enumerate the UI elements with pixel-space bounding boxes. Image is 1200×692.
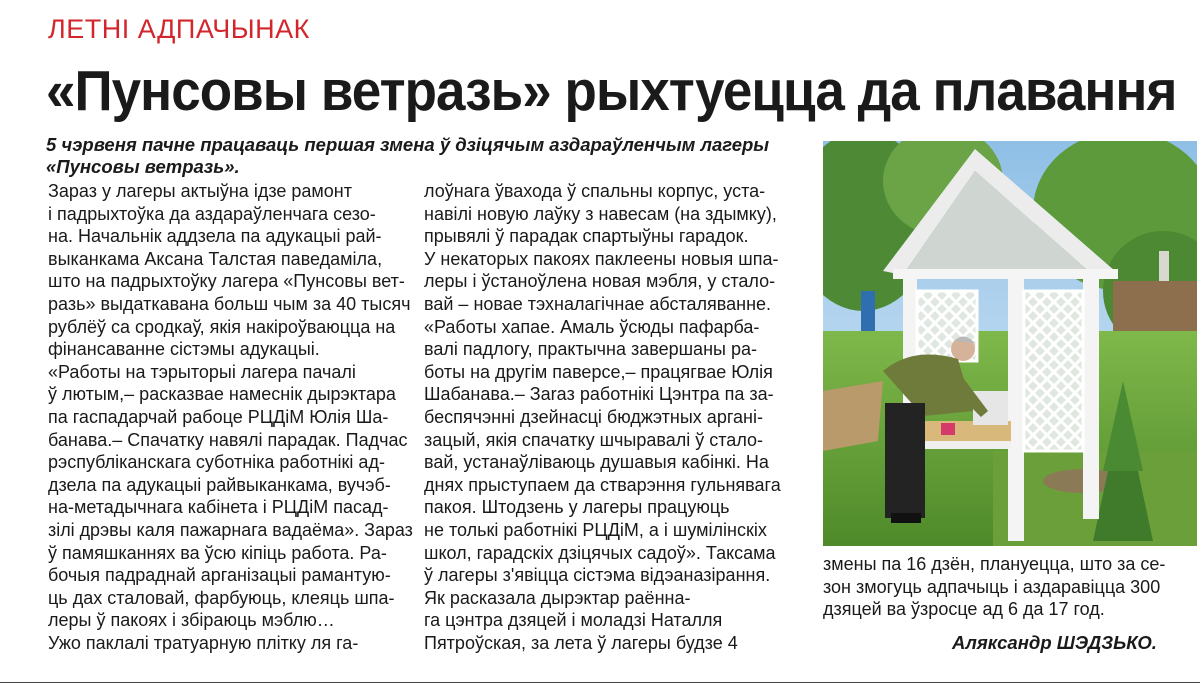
text-line: Шабанава.– Заraз работнікі Цэнтра па за-	[424, 384, 774, 405]
text-line: зілі дрэвы каля пажарнага вадаёма». Зараз	[48, 519, 413, 540]
text-line: дзела па адукацыі райвыканкама, вучэб-	[48, 474, 391, 495]
text-line: па гаспадарчай рабоце РЦДіМ Юлія Ша-	[48, 406, 389, 427]
text-line: зацый, якія спачатку шчыравалі ў стало-	[424, 429, 764, 450]
text-line: Пятроўская, за лета ў лагеры будзе 4	[424, 632, 738, 653]
text-line: дзяцей ва ўзросце ад 6 да 17 год.	[823, 599, 1105, 620]
text-line: «Работы на тэрыторыі лагера пачалі	[48, 361, 356, 382]
text-line: не толькі работнікі РЦДіМ, а і шумілінскіх	[424, 519, 767, 540]
text-line: леры ў пакоях і збіраюць мэблю…	[48, 610, 335, 631]
text-line: Як расказала дырэктар раённа-	[424, 587, 691, 608]
text-line: на. Начальнік аддзела па адукацыі рай-	[48, 226, 382, 247]
article-photo	[823, 141, 1197, 546]
text-line: рэспубліканскага суботніка работнікі ад-	[48, 452, 385, 473]
body-column-2	[424, 180, 814, 654]
lead-paragraph: 5 чэрвеня пачне працаваць першая змена ў дзіцячым аздараўленчым лагеры «Пунсовы ветразь».	[46, 134, 770, 177]
text-line: школ, гарадскіх дзіцячых садоў». Таксама	[424, 542, 776, 563]
text-line: леры і ўстаноўлена новая мэбля, у стало-	[424, 271, 776, 292]
text-line: выканкама Аксана Талстая паведаміла,	[48, 248, 383, 269]
body-column-3	[823, 553, 1197, 621]
text-line: У некаторых пакоях паклеены новыя шпа-	[424, 248, 779, 269]
text-line: што на падрыхтоўку лагера «Пунсовы вет-	[48, 271, 405, 292]
text-line: беспячэнні дзейнасці бюджэтных аргані-	[424, 406, 763, 427]
headline: «Пунсовы ветразь» рыхтуецца да плавання	[46, 59, 1177, 123]
bottom-rule	[0, 682, 1200, 683]
text-line: Зараз у лагеры актыўна ідзе рамонт	[48, 181, 352, 201]
text-line: прывялі ў парадак спартыўны гарадок.	[424, 226, 749, 247]
text-line: га цэнтра дзяцей і моладзі Наталля	[424, 610, 723, 631]
text-line: фінансаванне сістэмы адукацыі.	[48, 339, 320, 360]
text-line: вай – новае тэхналагічнае абсталяванне.	[424, 293, 772, 314]
text-line: разь» выдаткавана больш чым за 40 тысяч	[48, 293, 411, 314]
text-line: і падрыхтоўка да аздараўленчага сезо-	[48, 203, 376, 224]
text-line: банава.– Спачатку навялі парадак. Падчас	[48, 429, 408, 450]
text-line: вай, устанаўліваюць душавыя кабінкі. На	[424, 452, 769, 473]
text-line: ў лютым,– расказвае намеснік дырэктара	[48, 384, 396, 405]
rubric: ЛЕТНІ АДПАЧЫНАК	[48, 14, 310, 44]
author-byline: Аляксандр ШЭДЗЬКО.	[952, 632, 1157, 653]
text-line: ць дах сталовай, фарбуюць, клеяць шпа-	[48, 587, 395, 608]
text-line: валі падлогу, практычна завершаны ра-	[424, 339, 757, 360]
body-column-1	[48, 180, 413, 654]
text-line: навілі новую лаўку з навесам (на здымку),	[424, 203, 777, 224]
text-line: «Работы хапае. Амаль ўсюды пафарба-	[424, 316, 760, 337]
text-line: ў лагеры з'явіцца сістэма відэаназірання.	[424, 565, 771, 586]
text-line: пакоя. Штодзень у лагеры працуюць	[424, 497, 730, 518]
text-line: зон змогуць адпачыць і аздаравіцца 300	[823, 576, 1161, 597]
text-line: лоўнага ўвахода ў спальны корпус, уста-	[424, 181, 766, 201]
text-line: на-метадычнага кабінета і РЦДіМ пасад-	[48, 497, 389, 518]
text-line: Ужо паклалі тратуарную плітку ля га-	[48, 632, 359, 653]
text-line: рублёў са сродкаў, якія накіроўваюцца на	[48, 316, 396, 337]
text-line: бочыя падраднай арганізацыі рамантую-	[48, 565, 391, 586]
text-line: змены па 16 дзён, плануецца, што за се-	[823, 554, 1166, 574]
text-line: днях прыступаем да стварэння гульнявага	[424, 474, 781, 495]
text-line: ў памяшканнях ва ўсю кіпіць работа. Ра-	[48, 542, 387, 563]
text-line: боты на другім паверсе,– працягвае Юлія	[424, 361, 773, 382]
